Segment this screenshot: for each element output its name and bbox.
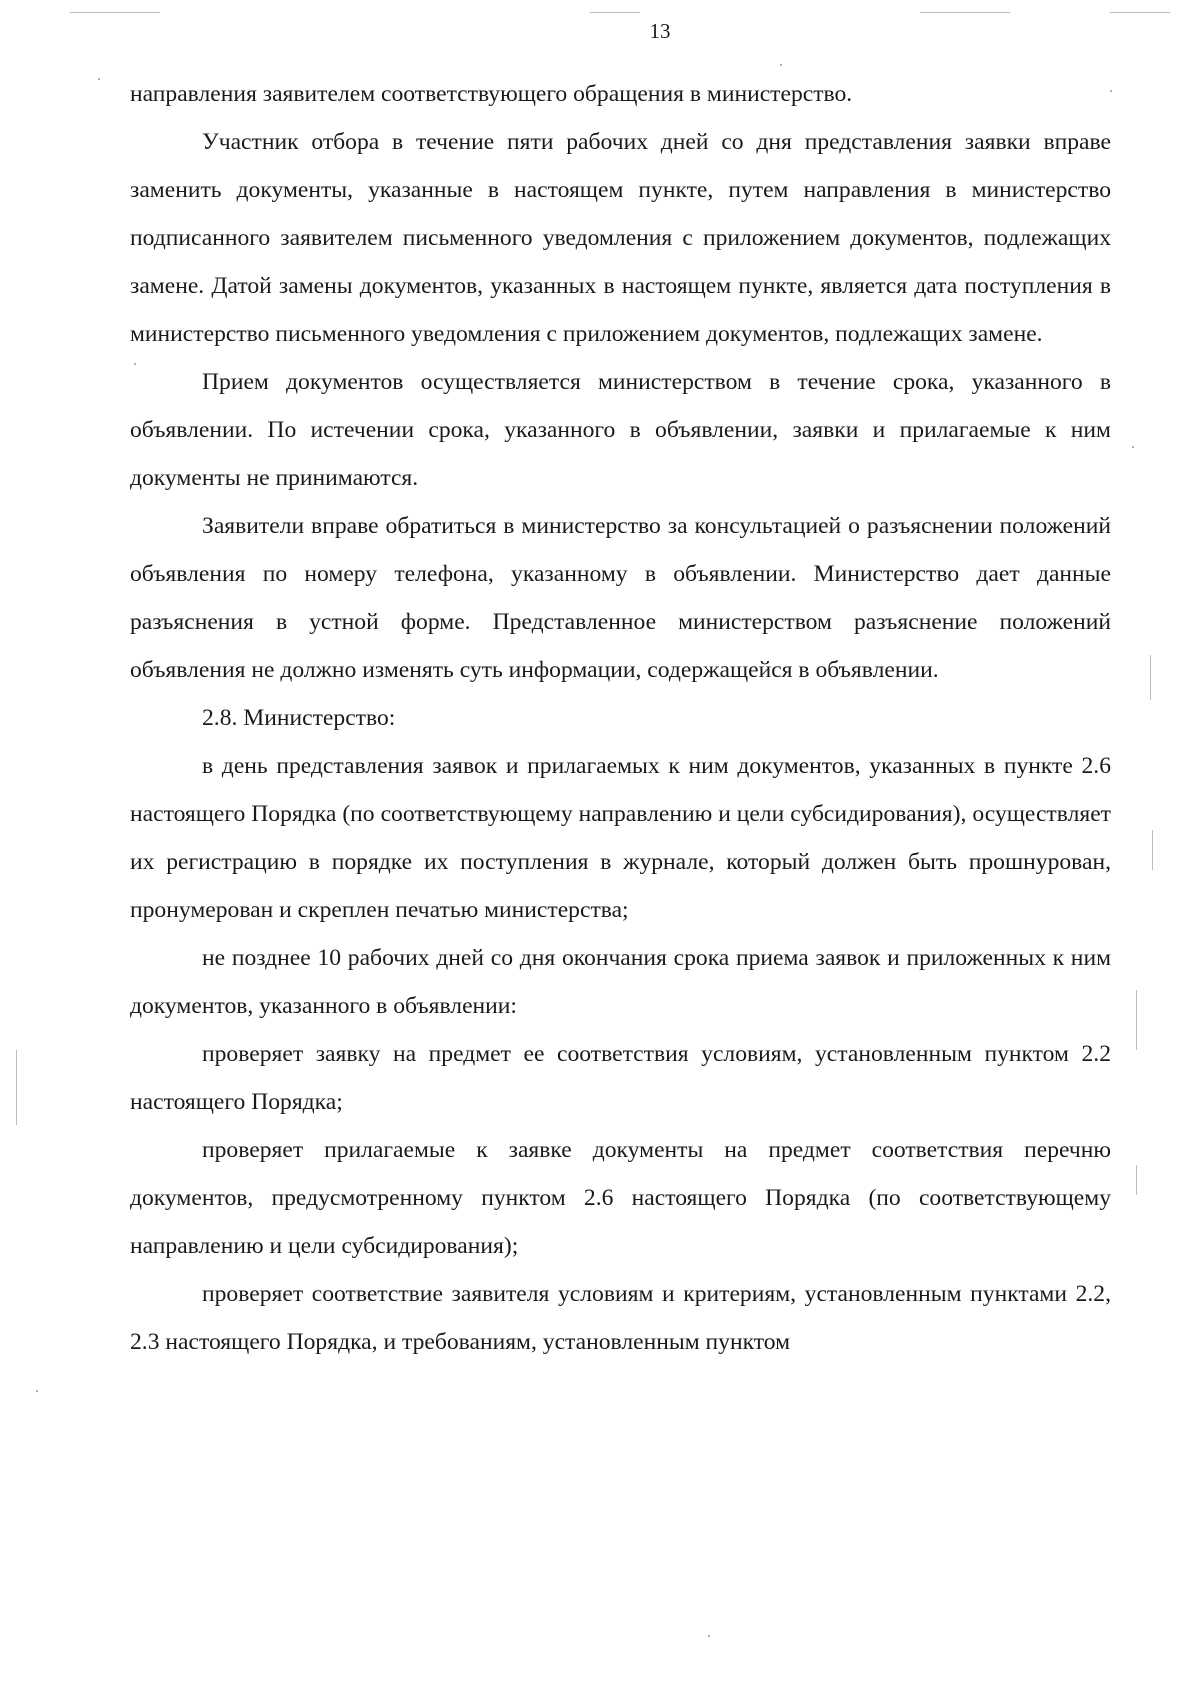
scan-artifact (708, 1635, 710, 1637)
paragraph: проверяет соответствие заявителя условиям и критериям, установленным пунктами 2.2, 2.3 настоящего Порядка, и требованиям, установленным пунктом (130, 1281, 1111, 1355)
page-number: 13 (649, 19, 671, 43)
paragraph: Прием документов осуществляется министерством в течение срока, указанного в объявлении. По истечении срока, указанного в объявлении, заявки и прилагаемые к ним документы не принимаются. (130, 369, 1111, 491)
scan-artifact (36, 1390, 38, 1392)
paragraph: направления заявителем соответствующего обращения в министерство. (130, 81, 853, 107)
paragraph: проверяет заявку на предмет ее соответствия условиям, установленным пунктом 2.2 настоящего Порядка; (130, 1041, 1111, 1115)
paragraph: Заявители вправе обратиться в министерство за консультацией о разъяснении положений объявления по номеру телефона, указанному в объявлении. Министерство дает данные разъяснения в устной форме. Представленное министерством разъяснение положений объявления не должно изменять суть информации, содержащейся в объявлении. (130, 513, 1111, 683)
scan-artifact (1136, 1165, 1137, 1195)
paragraph: Участник отбора в течение пяти рабочих дней со дня представления заявки вправе заменить документы, указанные в настоящем пункте, путем направления в министерство подписанного заявителем письменного уведомления с приложением документов, подлежащих замене. Датой замены документов, указанных в настоящем пункте, является дата поступления в министерство письменного уведомления с приложением документов, подлежащих замене. (130, 129, 1111, 347)
section-heading: 2.8. Министерство: (202, 705, 396, 731)
paragraph: в день представления заявок и прилагаемых к ним документов, указанных в пункте 2.6 настоящего Порядка (по соответствующему направлению и цели субсидирования), осуществляет их регистрацию в порядке их поступления в журнале, который должен быть прошнурован, пронумерован и скреплен печатью министерства; (130, 753, 1111, 923)
scan-artifact (98, 78, 100, 80)
scan-artifact (1136, 990, 1137, 1050)
scan-artifact (16, 1050, 17, 1125)
paragraph: проверяет прилагаемые к заявке документы на предмет соответствия перечню документов, предусмотренному пунктом 2.6 настоящего Порядка (по соответствующему направлению и цели субсидирования); (130, 1137, 1111, 1259)
scan-artifact (70, 12, 160, 13)
scan-artifact (1150, 655, 1151, 700)
body-text (130, 70, 1111, 1366)
paragraph: не позднее 10 рабочих дней со дня окончания срока приема заявок и приложенных к ним документов, указанного в объявлении: (130, 945, 1111, 1019)
scan-artifact (780, 64, 782, 66)
scan-artifact (1110, 12, 1170, 13)
scan-artifact (1132, 446, 1134, 448)
scan-artifact (590, 12, 640, 13)
scan-artifact (1152, 830, 1153, 870)
scan-artifact (920, 12, 1010, 13)
